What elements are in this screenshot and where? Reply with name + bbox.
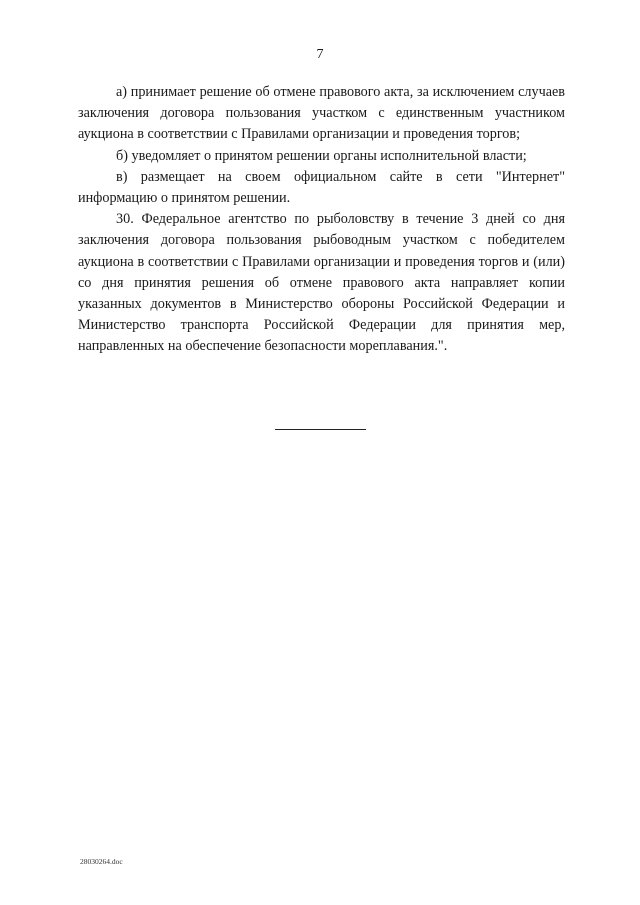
paragraph-a: а) принимает решение об отмене правового акта, за исключением случаев заключения договора пользования участком с единственным участником аукциона в соответствии с Правилами организации и проведения торгов; [78, 84, 565, 143]
page-number: 7 [316, 47, 324, 62]
footer-file-name: 28030264.doc [80, 857, 123, 866]
separator-line [275, 429, 366, 430]
document-body [78, 82, 565, 358]
paragraph-c: в) размещает на своем официальном сайте в сети "Интернет" информацию о принятом решении. [78, 168, 565, 207]
paragraph-b: б) уведомляет о принятом решении органы исполнительной власти; [116, 147, 527, 164]
paragraph-30: 30. Федеральное агентство по рыболовству в течение 3 дней со дня заключения договора пользования рыбоводным участком с победителем аукциона в соответствии с Правилами организации и проведения торгов и (или) со дня принятия решения об отмене правового акта направляет копии указанных документов в Министерство обороны Российской Федерации и Министерство транспорта Российской Федерации для принятия мер, направленных на обеспечение безопасности мореплавания.". [78, 211, 565, 355]
